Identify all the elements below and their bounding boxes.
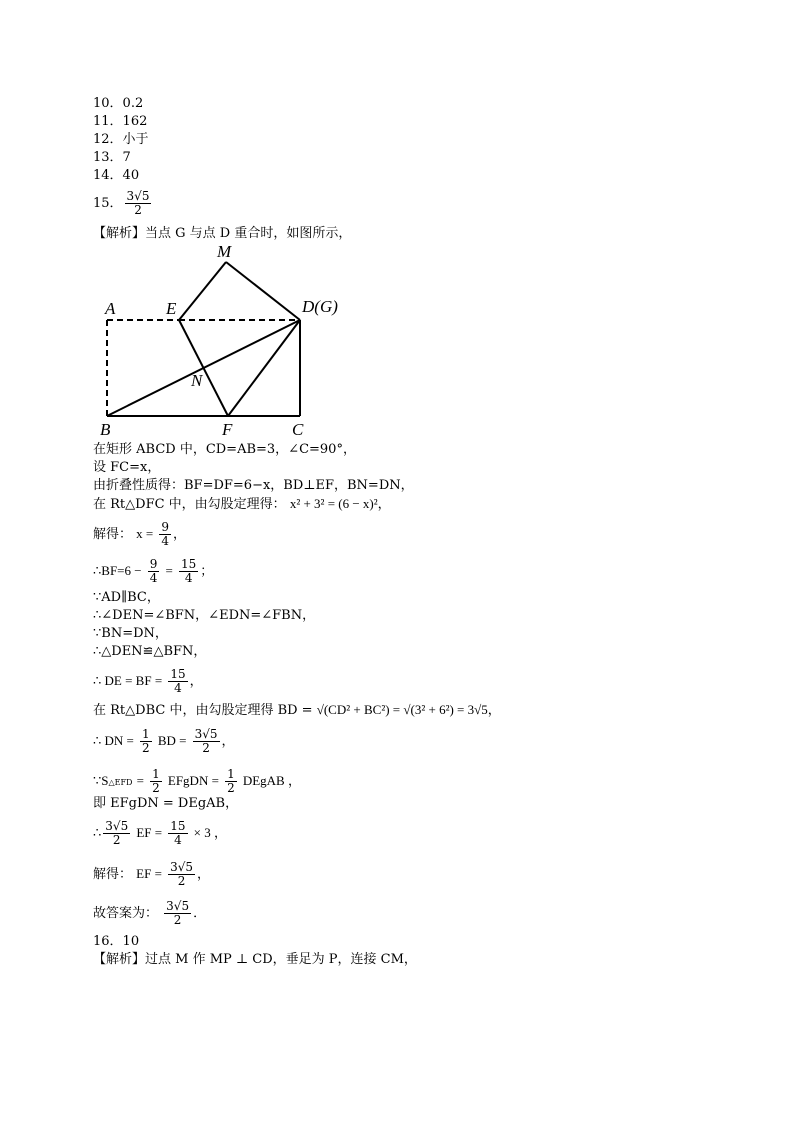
segment-df — [228, 320, 300, 416]
math: EF = — [136, 866, 162, 881]
math: DEgAB ， — [242, 773, 301, 788]
math: ∴ — [93, 825, 102, 840]
answer-14: 14．40 — [93, 168, 140, 183]
solution-line-3: 由折叠性质得：BF=DF=6−x，BD⊥EF，BN=DN， — [93, 478, 414, 493]
segment-ef — [179, 320, 228, 416]
fraction-denominator: 4 — [184, 571, 193, 585]
answer-15 — [93, 190, 153, 217]
label-d: D(G) — [302, 297, 338, 316]
q16-analysis-intro: 【解析】过点 M 作 MP ⊥ CD，垂足为 P，连接 CM， — [93, 952, 417, 967]
solution-line-1: 在矩形 ABCD 中，CD=AB=3，∠C=90°， — [93, 442, 356, 457]
text: ， — [487, 703, 501, 718]
label-f: F — [222, 420, 233, 439]
solution-line-14 — [93, 768, 301, 795]
fraction-denominator: 4 — [174, 833, 182, 847]
fraction — [168, 861, 195, 888]
fraction-denominator: 2 — [152, 781, 160, 795]
text: 解得： — [93, 867, 133, 882]
fraction-denominator: 2 — [177, 874, 186, 888]
pythagoras-equation: x² + 3² = (6 − x)² — [289, 496, 378, 511]
solution-line-16 — [93, 820, 227, 847]
math: ∴ DE = BF = — [93, 673, 163, 688]
text: 故答案为： — [93, 906, 159, 921]
math: ∴ DN = — [93, 733, 134, 748]
fraction — [168, 820, 187, 847]
label-n: N — [191, 371, 203, 390]
solution-line-13 — [93, 728, 235, 755]
fraction-denominator: 4 — [161, 534, 170, 548]
fraction-denominator: 4 — [174, 681, 182, 695]
solution-line-7: ∵AD∥BC， — [93, 590, 160, 605]
segment-em — [179, 262, 226, 320]
fraction-denominator: 2 — [202, 741, 210, 755]
solution-line-6 — [93, 558, 213, 585]
math: EF = — [136, 825, 163, 840]
label-c: C — [292, 420, 304, 439]
solution-line-15: 即 EFgDN = DEgAB， — [93, 796, 239, 811]
math: = — [136, 773, 144, 788]
answer-13: 13．7 — [93, 150, 131, 165]
fraction-denominator: 2 — [112, 833, 121, 847]
solution-line-4 — [93, 496, 391, 513]
geometry-figure — [95, 240, 355, 440]
solution-line-12 — [93, 702, 501, 719]
label-m: M — [217, 242, 232, 261]
fraction-numerator: 3√5 — [194, 727, 218, 741]
fraction — [159, 521, 171, 548]
math: x = — [136, 526, 154, 541]
math: = — [165, 563, 173, 578]
solution-line-11 — [93, 668, 203, 695]
fraction-denominator: 2 — [227, 781, 235, 795]
math: BD = — [157, 733, 187, 748]
fraction-numerator: 1 — [142, 727, 150, 741]
answer-16: 16．10 — [93, 934, 140, 949]
fraction-numerator: 1 — [227, 767, 235, 781]
fraction — [103, 820, 130, 847]
math: EFgDN = — [167, 773, 219, 788]
answer-11: 11．162 — [93, 114, 148, 129]
fraction — [140, 728, 152, 755]
fraction — [168, 668, 187, 695]
q15-analysis-intro: 【解析】当点 G 与点 D 重合时，如图所示， — [93, 226, 352, 241]
fraction-numerator: 3√5 — [170, 860, 193, 874]
text: ； — [200, 564, 214, 579]
segment-md — [226, 262, 300, 320]
fraction-denominator: 2 — [134, 203, 142, 217]
fraction — [150, 768, 162, 795]
fraction-denominator: 2 — [173, 913, 182, 927]
text: ， — [196, 867, 210, 882]
answer-10: 10．0.2 — [93, 96, 144, 111]
fraction-numerator: 15 — [181, 557, 197, 571]
math: ∵S — [93, 773, 109, 788]
fraction-numerator: 15 — [170, 667, 186, 681]
fraction — [225, 768, 237, 795]
label-b: B — [100, 420, 111, 439]
text: ， — [189, 674, 203, 689]
solution-line-17 — [93, 861, 210, 888]
text: 在 Rt△DFC 中，由勾股定理得： — [93, 497, 286, 512]
fraction-numerator: 3√5 — [105, 819, 129, 833]
text: 在 Rt△DBC 中，由勾股定理得 BD = — [93, 703, 313, 718]
math: ∴BF=6 − — [93, 563, 142, 578]
solution-line-2: 设 FC=x， — [93, 460, 161, 475]
fraction-denominator: 2 — [142, 741, 150, 755]
solution-line-18 — [93, 900, 206, 927]
label-e: E — [166, 299, 177, 318]
text: ， — [221, 734, 235, 749]
fraction-numerator: 15 — [170, 819, 186, 833]
fraction — [164, 900, 191, 927]
fraction-numerator: 1 — [152, 767, 160, 781]
fraction-numerator: 3√5 — [166, 899, 190, 913]
text: ， — [377, 497, 391, 512]
subscript: △EFD — [108, 778, 133, 787]
solution-line-9: ∵BN=DN， — [93, 626, 168, 641]
answer-12: 12．小于 — [93, 132, 149, 147]
math: √(CD² + BC²) = √(3² + 6²) = 3√5 — [316, 702, 488, 717]
text: ． — [193, 906, 207, 921]
fraction — [148, 558, 160, 585]
label-a: A — [105, 299, 116, 318]
math: × 3 ， — [193, 825, 228, 840]
fraction — [179, 558, 198, 585]
solution-line-8: ∴∠DEN=∠BFN，∠EDN=∠FBN， — [93, 608, 316, 623]
text: 解得： — [93, 527, 133, 542]
solution-line-5 — [93, 521, 186, 548]
fraction-numerator: 9 — [161, 520, 170, 534]
answer-15-fraction — [125, 190, 152, 217]
fraction-numerator: 9 — [149, 557, 158, 571]
solution-line-10: ∴△DEN≌△BFN， — [93, 644, 207, 659]
answer-15-prefix: 15． — [93, 196, 123, 211]
text: ， — [173, 527, 187, 542]
fraction-denominator: 4 — [149, 571, 158, 585]
fraction-numerator: 3√5 — [126, 189, 150, 203]
fraction — [193, 728, 220, 755]
